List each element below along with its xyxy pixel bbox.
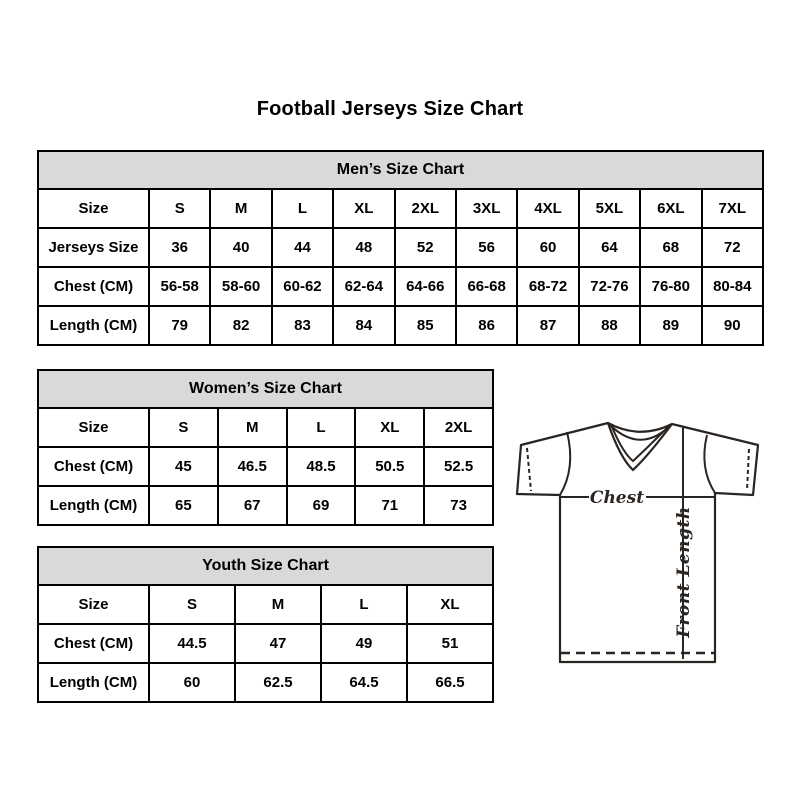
size-value-cell: M bbox=[210, 189, 271, 228]
size-value-cell: 60-62 bbox=[272, 267, 333, 306]
size-value-cell: 85 bbox=[395, 306, 456, 345]
size-value-cell: XL bbox=[333, 189, 394, 228]
size-value-cell: 72 bbox=[702, 228, 763, 267]
jersey-outline bbox=[517, 423, 758, 662]
womens-table-title: Women’s Size Chart bbox=[38, 370, 493, 408]
youth-table-title: Youth Size Chart bbox=[38, 547, 493, 585]
size-value-cell: 68-72 bbox=[517, 267, 578, 306]
size-value-cell: 46.5 bbox=[218, 447, 287, 486]
size-value-cell: 76-80 bbox=[640, 267, 701, 306]
size-value-cell: 36 bbox=[149, 228, 210, 267]
size-value-cell: 84 bbox=[333, 306, 394, 345]
size-value-cell: 72-76 bbox=[579, 267, 640, 306]
size-value-cell: 68 bbox=[640, 228, 701, 267]
size-value-cell: M bbox=[218, 408, 287, 447]
size-value-cell: S bbox=[149, 408, 218, 447]
size-value-cell: 2XL bbox=[395, 189, 456, 228]
jersey-right-cuff-stitch bbox=[747, 449, 749, 491]
size-value-cell: 62.5 bbox=[235, 663, 321, 702]
size-value-cell: 3XL bbox=[456, 189, 517, 228]
size-value-cell: XL bbox=[355, 408, 424, 447]
front-length-label: Front Length bbox=[674, 506, 694, 638]
size-value-cell: 49 bbox=[321, 624, 407, 663]
size-value-cell: 6XL bbox=[640, 189, 701, 228]
size-value-cell: 65 bbox=[149, 486, 218, 525]
size-value-cell: 52 bbox=[395, 228, 456, 267]
size-value-cell: 71 bbox=[355, 486, 424, 525]
page-title: Football Jerseys Size Chart bbox=[256, 98, 524, 120]
size-value-cell: L bbox=[287, 408, 356, 447]
size-value-cell: S bbox=[149, 189, 210, 228]
chest-label: Chest bbox=[589, 488, 645, 508]
size-value-cell: 51 bbox=[407, 624, 493, 663]
size-value-cell: 44 bbox=[272, 228, 333, 267]
size-value-cell: 7XL bbox=[702, 189, 763, 228]
size-value-cell: 48 bbox=[333, 228, 394, 267]
size-value-cell: 89 bbox=[640, 306, 701, 345]
size-value-cell: 67 bbox=[218, 486, 287, 525]
size-value-cell: 56 bbox=[456, 228, 517, 267]
size-value-cell: 86 bbox=[456, 306, 517, 345]
size-value-cell: 47 bbox=[235, 624, 321, 663]
size-value-cell: 66.5 bbox=[407, 663, 493, 702]
size-value-cell: L bbox=[321, 585, 407, 624]
size-value-cell: 90 bbox=[702, 306, 763, 345]
size-value-cell: 82 bbox=[210, 306, 271, 345]
size-value-cell: M bbox=[235, 585, 321, 624]
size-value-cell: L bbox=[272, 189, 333, 228]
size-value-cell: 44.5 bbox=[149, 624, 235, 663]
size-value-cell: 79 bbox=[149, 306, 210, 345]
jersey-right-sleeve-seam bbox=[704, 435, 715, 493]
size-value-cell: 64-66 bbox=[395, 267, 456, 306]
size-value-cell: 80-84 bbox=[702, 267, 763, 306]
size-value-cell: 5XL bbox=[579, 189, 640, 228]
row-label-cell: Size bbox=[38, 585, 149, 624]
size-value-cell: 64 bbox=[579, 228, 640, 267]
size-value-cell: 60 bbox=[517, 228, 578, 267]
size-value-cell: 40 bbox=[210, 228, 271, 267]
row-label-cell: Jerseys Size bbox=[38, 228, 149, 267]
size-value-cell: 2XL bbox=[424, 408, 493, 447]
jersey-left-sleeve-seam bbox=[560, 432, 570, 495]
size-value-cell: 87 bbox=[517, 306, 578, 345]
size-value-cell: 50.5 bbox=[355, 447, 424, 486]
size-value-cell: 4XL bbox=[517, 189, 578, 228]
row-label-cell: Length (CM) bbox=[38, 486, 149, 525]
size-value-cell: 66-68 bbox=[456, 267, 517, 306]
size-value-cell: 56-58 bbox=[149, 267, 210, 306]
row-label-cell: Size bbox=[38, 408, 149, 447]
jersey-left-cuff-stitch bbox=[527, 448, 531, 491]
size-value-cell: XL bbox=[407, 585, 493, 624]
row-label-cell: Chest (CM) bbox=[38, 447, 149, 486]
row-label-cell: Chest (CM) bbox=[38, 624, 149, 663]
size-value-cell: 62-64 bbox=[333, 267, 394, 306]
size-value-cell: 88 bbox=[579, 306, 640, 345]
size-value-cell: 60 bbox=[149, 663, 235, 702]
row-label-cell: Size bbox=[38, 189, 149, 228]
size-value-cell: 73 bbox=[424, 486, 493, 525]
row-label-cell: Length (CM) bbox=[38, 306, 149, 345]
size-value-cell: 69 bbox=[287, 486, 356, 525]
row-label-cell: Chest (CM) bbox=[38, 267, 149, 306]
size-value-cell: 64.5 bbox=[321, 663, 407, 702]
size-value-cell: S bbox=[149, 585, 235, 624]
mens-table-title: Men’s Size Chart bbox=[38, 151, 763, 189]
size-value-cell: 45 bbox=[149, 447, 218, 486]
row-label-cell: Length (CM) bbox=[38, 663, 149, 702]
size-value-cell: 52.5 bbox=[424, 447, 493, 486]
size-value-cell: 83 bbox=[272, 306, 333, 345]
size-value-cell: 58-60 bbox=[210, 267, 271, 306]
jersey-vneck-outer bbox=[608, 423, 672, 470]
size-value-cell: 48.5 bbox=[287, 447, 356, 486]
